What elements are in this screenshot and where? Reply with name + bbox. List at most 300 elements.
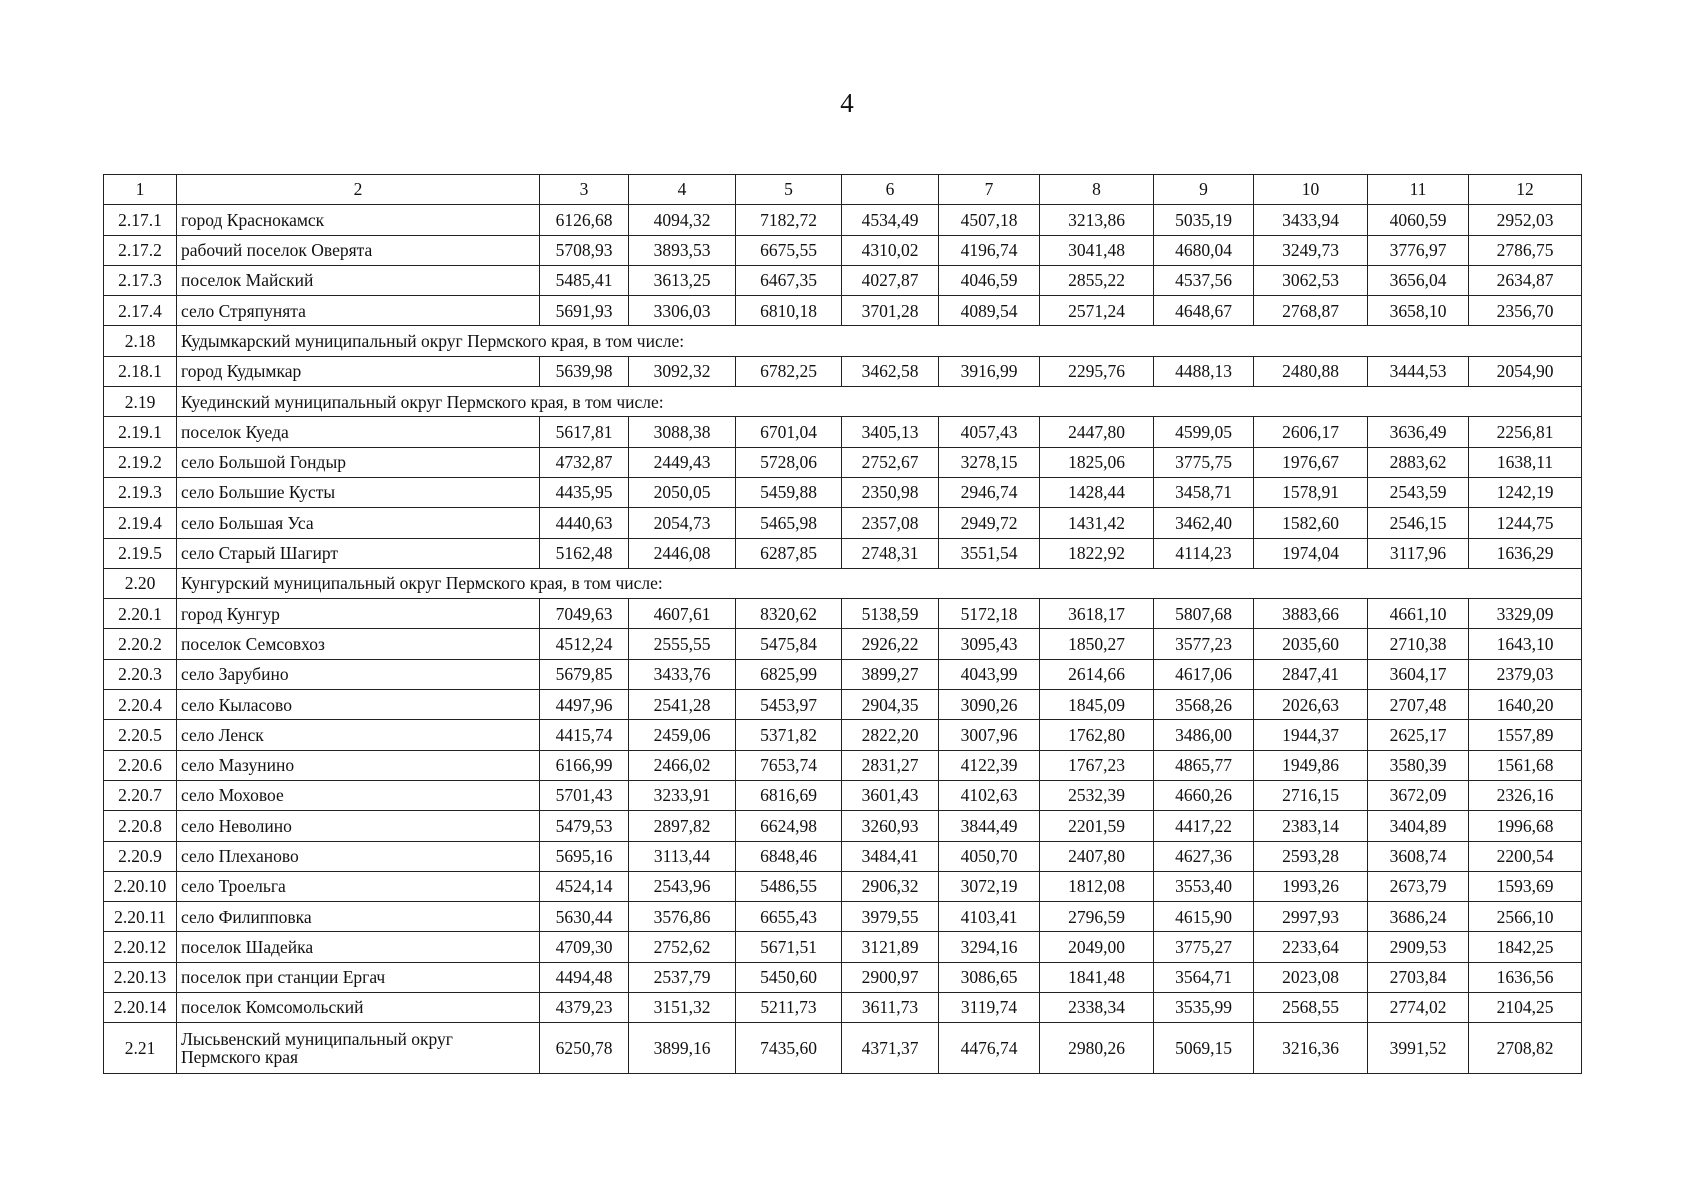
value-cell: 5617,81 xyxy=(540,417,629,447)
table-row xyxy=(104,811,1582,841)
value-cell: 4494,48 xyxy=(540,962,629,992)
value-cell: 8320,62 xyxy=(736,599,842,629)
locality-name: поселок Куеда xyxy=(177,417,540,447)
column-header: 7 xyxy=(939,175,1040,205)
locality-name: село Ленск xyxy=(177,720,540,750)
value-cell: 3776,97 xyxy=(1368,235,1469,265)
row-code: 2.19.2 xyxy=(104,447,177,477)
value-cell: 4648,67 xyxy=(1154,296,1254,326)
value-cell: 2466,02 xyxy=(629,750,736,780)
value-cell: 2847,41 xyxy=(1254,659,1368,689)
value-cell: 4660,26 xyxy=(1154,780,1254,810)
value-cell: 3121,89 xyxy=(842,932,939,962)
row-code: 2.20.14 xyxy=(104,993,177,1023)
value-cell: 6655,43 xyxy=(736,902,842,932)
value-cell: 2926,22 xyxy=(842,629,939,659)
value-cell: 2054,90 xyxy=(1469,356,1582,386)
value-cell: 4196,74 xyxy=(939,235,1040,265)
table-row xyxy=(104,629,1582,659)
column-header: 4 xyxy=(629,175,736,205)
row-code: 2.19.4 xyxy=(104,508,177,538)
value-cell: 5211,73 xyxy=(736,993,842,1023)
table-row xyxy=(104,1023,1582,1074)
row-code: 2.20.2 xyxy=(104,629,177,659)
value-cell: 3062,53 xyxy=(1254,265,1368,295)
value-cell: 2568,55 xyxy=(1254,993,1368,1023)
column-header: 11 xyxy=(1368,175,1469,205)
value-cell: 1762,80 xyxy=(1040,720,1154,750)
value-cell: 6782,25 xyxy=(736,356,842,386)
group-row xyxy=(104,568,1582,598)
value-cell: 4507,18 xyxy=(939,205,1040,235)
value-cell: 2054,73 xyxy=(629,508,736,538)
value-cell: 5453,97 xyxy=(736,690,842,720)
value-cell: 3090,26 xyxy=(939,690,1040,720)
value-cell: 1582,60 xyxy=(1254,508,1368,538)
value-cell: 5172,18 xyxy=(939,599,1040,629)
value-cell: 3462,58 xyxy=(842,356,939,386)
value-cell: 1845,09 xyxy=(1040,690,1154,720)
value-cell: 2407,80 xyxy=(1040,841,1154,871)
value-cell: 4435,95 xyxy=(540,477,629,507)
value-cell: 2449,43 xyxy=(629,447,736,477)
value-cell: 3113,44 xyxy=(629,841,736,871)
row-code: 2.20.5 xyxy=(104,720,177,750)
value-cell: 2546,15 xyxy=(1368,508,1469,538)
value-cell: 5708,93 xyxy=(540,235,629,265)
value-cell: 4627,36 xyxy=(1154,841,1254,871)
value-cell: 3551,54 xyxy=(939,538,1040,568)
value-cell: 4094,32 xyxy=(629,205,736,235)
locality-name: Лысьвенский муниципальный округ Пермского края xyxy=(177,1023,540,1074)
locality-name: поселок при станции Ергач xyxy=(177,962,540,992)
value-cell: 4050,70 xyxy=(939,841,1040,871)
value-cell: 2295,76 xyxy=(1040,356,1154,386)
value-cell: 2980,26 xyxy=(1040,1023,1154,1074)
locality-name: город Кунгур xyxy=(177,599,540,629)
value-cell: 3899,16 xyxy=(629,1023,736,1074)
value-cell: 2946,74 xyxy=(939,477,1040,507)
value-cell: 4310,02 xyxy=(842,235,939,265)
value-cell: 5679,85 xyxy=(540,659,629,689)
table-row xyxy=(104,538,1582,568)
locality-name: село Старый Шагирт xyxy=(177,538,540,568)
value-cell: 1993,26 xyxy=(1254,871,1368,901)
value-cell: 2949,72 xyxy=(939,508,1040,538)
value-cell: 4027,87 xyxy=(842,265,939,295)
value-cell: 2952,03 xyxy=(1469,205,1582,235)
locality-name: поселок Шадейка xyxy=(177,932,540,962)
row-code: 2.20.12 xyxy=(104,932,177,962)
value-cell: 6624,98 xyxy=(736,811,842,841)
value-cell: 2707,48 xyxy=(1368,690,1469,720)
locality-name: село Троельга xyxy=(177,871,540,901)
table-row xyxy=(104,356,1582,386)
table-row xyxy=(104,417,1582,447)
value-cell: 2703,84 xyxy=(1368,962,1469,992)
value-cell: 2543,59 xyxy=(1368,477,1469,507)
group-row xyxy=(104,387,1582,417)
table-row xyxy=(104,690,1582,720)
locality-name: село Зарубино xyxy=(177,659,540,689)
value-cell: 6810,18 xyxy=(736,296,842,326)
locality-name: село Неволино xyxy=(177,811,540,841)
column-header: 12 xyxy=(1469,175,1582,205)
value-cell: 2379,03 xyxy=(1469,659,1582,689)
value-cell: 2459,06 xyxy=(629,720,736,750)
value-cell: 3604,17 xyxy=(1368,659,1469,689)
value-cell: 2326,16 xyxy=(1469,780,1582,810)
value-cell: 2625,17 xyxy=(1368,720,1469,750)
value-cell: 3444,53 xyxy=(1368,356,1469,386)
value-cell: 2768,87 xyxy=(1254,296,1368,326)
value-cell: 2023,08 xyxy=(1254,962,1368,992)
value-cell: 4617,06 xyxy=(1154,659,1254,689)
value-cell: 4417,22 xyxy=(1154,811,1254,841)
value-cell: 2357,08 xyxy=(842,508,939,538)
value-cell: 1638,11 xyxy=(1469,447,1582,477)
locality-name: село Кыласово xyxy=(177,690,540,720)
value-cell: 6250,78 xyxy=(540,1023,629,1074)
column-header: 8 xyxy=(1040,175,1154,205)
value-cell: 4512,24 xyxy=(540,629,629,659)
value-cell: 1557,89 xyxy=(1469,720,1582,750)
value-cell: 3601,43 xyxy=(842,780,939,810)
value-cell: 4046,59 xyxy=(939,265,1040,295)
column-header: 3 xyxy=(540,175,629,205)
value-cell: 2541,28 xyxy=(629,690,736,720)
value-cell: 2752,67 xyxy=(842,447,939,477)
value-cell: 3979,55 xyxy=(842,902,939,932)
value-cell: 3294,16 xyxy=(939,932,1040,962)
table-row xyxy=(104,993,1582,1023)
value-cell: 4122,39 xyxy=(939,750,1040,780)
row-code: 2.17.4 xyxy=(104,296,177,326)
value-cell: 6675,55 xyxy=(736,235,842,265)
value-cell: 3007,96 xyxy=(939,720,1040,750)
value-cell: 2338,34 xyxy=(1040,993,1154,1023)
value-cell: 1976,67 xyxy=(1254,447,1368,477)
value-cell: 1974,04 xyxy=(1254,538,1368,568)
value-cell: 5728,06 xyxy=(736,447,842,477)
value-cell: 2708,82 xyxy=(1469,1023,1582,1074)
value-cell: 3701,28 xyxy=(842,296,939,326)
value-cell: 3260,93 xyxy=(842,811,939,841)
value-cell: 7653,74 xyxy=(736,750,842,780)
value-cell: 3233,91 xyxy=(629,780,736,810)
value-cell: 5475,84 xyxy=(736,629,842,659)
value-cell: 6166,99 xyxy=(540,750,629,780)
value-cell: 2997,93 xyxy=(1254,902,1368,932)
value-cell: 5450,60 xyxy=(736,962,842,992)
value-cell: 2537,79 xyxy=(629,962,736,992)
value-cell: 4524,14 xyxy=(540,871,629,901)
column-header: 5 xyxy=(736,175,842,205)
value-cell: 2356,70 xyxy=(1469,296,1582,326)
value-cell: 1996,68 xyxy=(1469,811,1582,841)
value-cell: 4103,41 xyxy=(939,902,1040,932)
value-cell: 4114,23 xyxy=(1154,538,1254,568)
value-cell: 5695,16 xyxy=(540,841,629,871)
value-cell: 3329,09 xyxy=(1469,599,1582,629)
value-cell: 1242,19 xyxy=(1469,477,1582,507)
value-cell: 1578,91 xyxy=(1254,477,1368,507)
value-cell: 4732,87 xyxy=(540,447,629,477)
value-cell: 2904,35 xyxy=(842,690,939,720)
value-cell: 5371,82 xyxy=(736,720,842,750)
table-row xyxy=(104,902,1582,932)
group-row xyxy=(104,326,1582,356)
row-code: 2.20.4 xyxy=(104,690,177,720)
value-cell: 2104,25 xyxy=(1469,993,1582,1023)
value-cell: 2897,82 xyxy=(629,811,736,841)
value-cell: 5465,98 xyxy=(736,508,842,538)
column-header: 9 xyxy=(1154,175,1254,205)
value-cell: 7182,72 xyxy=(736,205,842,235)
value-cell: 2049,00 xyxy=(1040,932,1154,962)
value-cell: 1949,86 xyxy=(1254,750,1368,780)
value-cell: 1842,25 xyxy=(1469,932,1582,962)
table-row xyxy=(104,780,1582,810)
value-cell: 7049,63 xyxy=(540,599,629,629)
value-cell: 4102,63 xyxy=(939,780,1040,810)
table-row xyxy=(104,871,1582,901)
value-cell: 2606,17 xyxy=(1254,417,1368,447)
value-cell: 3088,38 xyxy=(629,417,736,447)
value-cell: 3072,19 xyxy=(939,871,1040,901)
value-cell: 1822,92 xyxy=(1040,538,1154,568)
value-cell: 5639,98 xyxy=(540,356,629,386)
value-cell: 2900,97 xyxy=(842,962,939,992)
value-cell: 5035,19 xyxy=(1154,205,1254,235)
locality-name: село Плеханово xyxy=(177,841,540,871)
value-cell: 4680,04 xyxy=(1154,235,1254,265)
value-cell: 1561,68 xyxy=(1469,750,1582,780)
value-cell: 2593,28 xyxy=(1254,841,1368,871)
value-cell: 1812,08 xyxy=(1040,871,1154,901)
row-code: 2.21 xyxy=(104,1023,177,1074)
value-cell: 2201,59 xyxy=(1040,811,1154,841)
value-cell: 3576,86 xyxy=(629,902,736,932)
value-cell: 5691,93 xyxy=(540,296,629,326)
value-cell: 3577,23 xyxy=(1154,629,1254,659)
value-cell: 3213,86 xyxy=(1040,205,1154,235)
row-code: 2.18.1 xyxy=(104,356,177,386)
row-code: 2.18 xyxy=(104,326,177,356)
value-cell: 5701,43 xyxy=(540,780,629,810)
locality-name: город Кудымкар xyxy=(177,356,540,386)
value-cell: 1636,29 xyxy=(1469,538,1582,568)
value-cell: 4089,54 xyxy=(939,296,1040,326)
value-cell: 4599,05 xyxy=(1154,417,1254,447)
value-cell: 2035,60 xyxy=(1254,629,1368,659)
value-cell: 2710,38 xyxy=(1368,629,1469,659)
locality-name: село Моховое xyxy=(177,780,540,810)
value-cell: 2532,39 xyxy=(1040,780,1154,810)
value-cell: 2480,88 xyxy=(1254,356,1368,386)
value-cell: 3613,25 xyxy=(629,265,736,295)
row-code: 2.17.1 xyxy=(104,205,177,235)
row-code: 2.20.9 xyxy=(104,841,177,871)
value-cell: 3658,10 xyxy=(1368,296,1469,326)
row-code: 2.19.1 xyxy=(104,417,177,447)
value-cell: 3092,32 xyxy=(629,356,736,386)
row-code: 2.20 xyxy=(104,568,177,598)
value-cell: 2543,96 xyxy=(629,871,736,901)
row-code: 2.17.3 xyxy=(104,265,177,295)
value-cell: 4537,56 xyxy=(1154,265,1254,295)
value-cell: 3883,66 xyxy=(1254,599,1368,629)
row-code: 2.20.13 xyxy=(104,962,177,992)
value-cell: 4060,59 xyxy=(1368,205,1469,235)
value-cell: 4440,63 xyxy=(540,508,629,538)
table-row xyxy=(104,205,1582,235)
value-cell: 2555,55 xyxy=(629,629,736,659)
value-cell: 1643,10 xyxy=(1469,629,1582,659)
column-header: 1 xyxy=(104,175,177,205)
table-row xyxy=(104,599,1582,629)
table-row xyxy=(104,720,1582,750)
locality-name: село Большой Гондыр xyxy=(177,447,540,477)
value-cell: 3636,49 xyxy=(1368,417,1469,447)
table-row xyxy=(104,477,1582,507)
value-cell: 5459,88 xyxy=(736,477,842,507)
value-cell: 4057,43 xyxy=(939,417,1040,447)
locality-name: село Мазунино xyxy=(177,750,540,780)
locality-name: село Стряпунята xyxy=(177,296,540,326)
value-cell: 3553,40 xyxy=(1154,871,1254,901)
row-code: 2.20.1 xyxy=(104,599,177,629)
row-code: 2.20.8 xyxy=(104,811,177,841)
value-cell: 2447,80 xyxy=(1040,417,1154,447)
value-cell: 2200,54 xyxy=(1469,841,1582,871)
value-cell: 5486,55 xyxy=(736,871,842,901)
locality-name: рабочий поселок Оверята xyxy=(177,235,540,265)
value-cell: 3151,32 xyxy=(629,993,736,1023)
value-cell: 3041,48 xyxy=(1040,235,1154,265)
row-code: 2.20.3 xyxy=(104,659,177,689)
value-cell: 1593,69 xyxy=(1469,871,1582,901)
value-cell: 3216,36 xyxy=(1254,1023,1368,1074)
value-cell: 4415,74 xyxy=(540,720,629,750)
value-cell: 3568,26 xyxy=(1154,690,1254,720)
value-cell: 2673,79 xyxy=(1368,871,1469,901)
value-cell: 1944,37 xyxy=(1254,720,1368,750)
row-code: 2.20.7 xyxy=(104,780,177,810)
column-header: 6 xyxy=(842,175,939,205)
value-cell: 3535,99 xyxy=(1154,993,1254,1023)
table-row xyxy=(104,235,1582,265)
value-cell: 1850,27 xyxy=(1040,629,1154,659)
value-cell: 1244,75 xyxy=(1469,508,1582,538)
value-cell: 3486,00 xyxy=(1154,720,1254,750)
value-cell: 1636,56 xyxy=(1469,962,1582,992)
locality-name: село Большая Уса xyxy=(177,508,540,538)
value-cell: 1431,42 xyxy=(1040,508,1154,538)
value-cell: 2774,02 xyxy=(1368,993,1469,1023)
value-cell: 3916,99 xyxy=(939,356,1040,386)
page-number: 4 xyxy=(840,88,854,118)
value-cell: 1825,06 xyxy=(1040,447,1154,477)
value-cell: 3893,53 xyxy=(629,235,736,265)
value-cell: 3306,03 xyxy=(629,296,736,326)
value-cell: 3433,76 xyxy=(629,659,736,689)
value-cell: 3433,94 xyxy=(1254,205,1368,235)
value-cell: 5069,15 xyxy=(1154,1023,1254,1074)
value-cell: 4379,23 xyxy=(540,993,629,1023)
value-cell: 3405,13 xyxy=(842,417,939,447)
value-cell: 6825,99 xyxy=(736,659,842,689)
value-cell: 4865,77 xyxy=(1154,750,1254,780)
table-row xyxy=(104,447,1582,477)
value-cell: 5479,53 xyxy=(540,811,629,841)
value-cell: 6848,46 xyxy=(736,841,842,871)
value-cell: 4709,30 xyxy=(540,932,629,962)
value-cell: 4607,61 xyxy=(629,599,736,629)
value-cell: 2566,10 xyxy=(1469,902,1582,932)
value-cell: 2383,14 xyxy=(1254,811,1368,841)
table-row xyxy=(104,296,1582,326)
group-name: Куединский муниципальный округ Пермского края, в том числе: xyxy=(177,387,1582,417)
value-cell: 3775,75 xyxy=(1154,447,1254,477)
value-cell: 6467,35 xyxy=(736,265,842,295)
value-cell: 3404,89 xyxy=(1368,811,1469,841)
locality-name: село Филипповка xyxy=(177,902,540,932)
value-cell: 5485,41 xyxy=(540,265,629,295)
value-cell: 2350,98 xyxy=(842,477,939,507)
value-cell: 3086,65 xyxy=(939,962,1040,992)
value-cell: 3656,04 xyxy=(1368,265,1469,295)
value-cell: 3119,74 xyxy=(939,993,1040,1023)
value-cell: 3608,74 xyxy=(1368,841,1469,871)
row-code: 2.20.11 xyxy=(104,902,177,932)
table-row xyxy=(104,841,1582,871)
table-row xyxy=(104,265,1582,295)
locality-name: поселок Комсомольский xyxy=(177,993,540,1023)
value-cell: 6816,69 xyxy=(736,780,842,810)
value-cell: 2256,81 xyxy=(1469,417,1582,447)
value-cell: 6126,68 xyxy=(540,205,629,235)
value-cell: 2796,59 xyxy=(1040,902,1154,932)
value-cell: 3462,40 xyxy=(1154,508,1254,538)
locality-name: поселок Майский xyxy=(177,265,540,295)
group-name: Кунгурский муниципальный округ Пермского края, в том числе: xyxy=(177,568,1582,598)
value-cell: 3484,41 xyxy=(842,841,939,871)
table-row xyxy=(104,508,1582,538)
table-row xyxy=(104,962,1582,992)
value-cell: 3278,15 xyxy=(939,447,1040,477)
value-cell: 4043,99 xyxy=(939,659,1040,689)
row-code: 2.20.10 xyxy=(104,871,177,901)
value-cell: 2026,63 xyxy=(1254,690,1368,720)
value-cell: 5807,68 xyxy=(1154,599,1254,629)
value-cell: 4488,13 xyxy=(1154,356,1254,386)
value-cell: 2634,87 xyxy=(1469,265,1582,295)
value-cell: 3672,09 xyxy=(1368,780,1469,810)
table-row xyxy=(104,750,1582,780)
value-cell: 2906,32 xyxy=(842,871,939,901)
value-cell: 5162,48 xyxy=(540,538,629,568)
value-cell: 2752,62 xyxy=(629,932,736,962)
value-cell: 2614,66 xyxy=(1040,659,1154,689)
value-cell: 6701,04 xyxy=(736,417,842,447)
value-cell: 2050,05 xyxy=(629,477,736,507)
value-cell: 4497,96 xyxy=(540,690,629,720)
value-cell: 5671,51 xyxy=(736,932,842,962)
value-cell: 2883,62 xyxy=(1368,447,1469,477)
value-cell: 1767,23 xyxy=(1040,750,1154,780)
locality-name: поселок Семсовхоз xyxy=(177,629,540,659)
